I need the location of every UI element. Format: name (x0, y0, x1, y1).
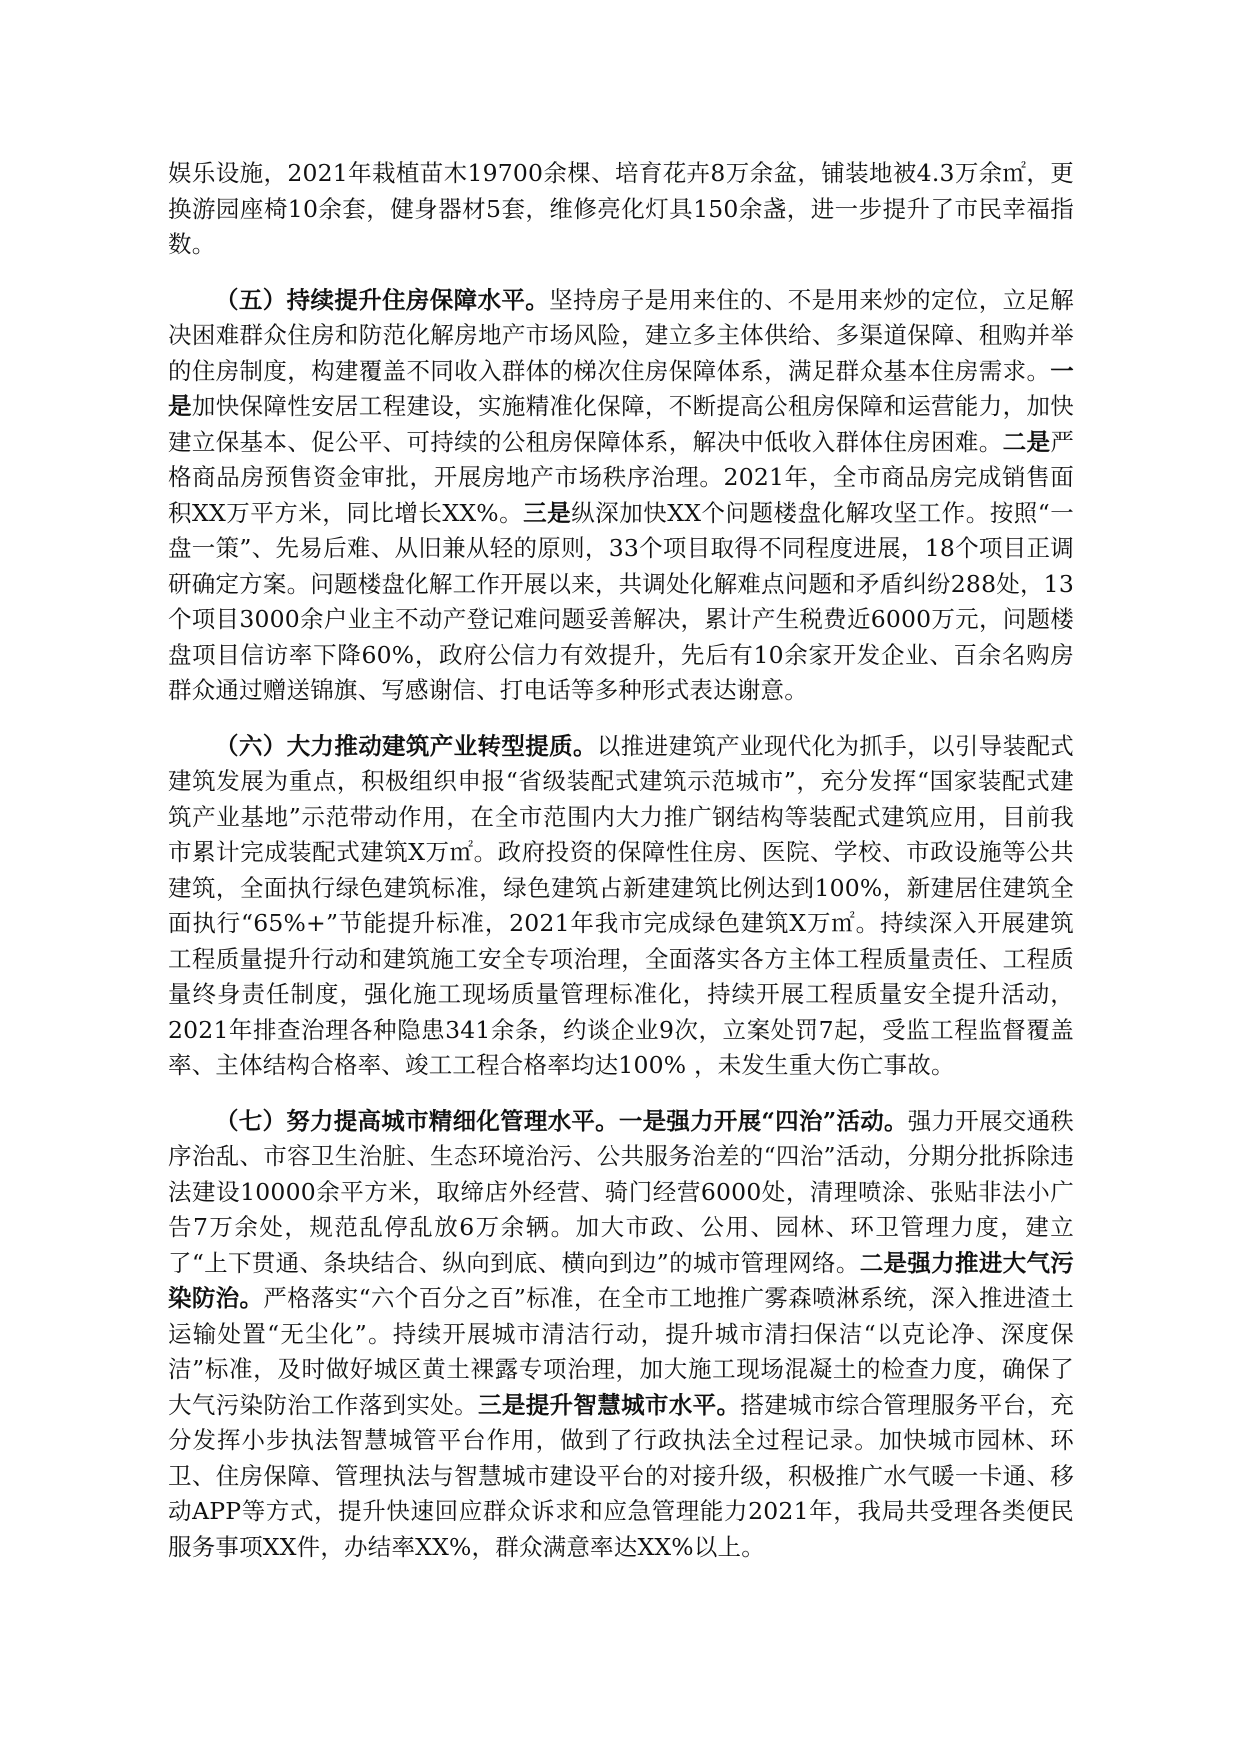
point-marker: 二是 (1002, 427, 1051, 456)
point-heading: 二是强力推进大气污染防治。 (168, 1248, 1074, 1312)
point-heading: 三是提升智慧城市水平。 (478, 1390, 741, 1419)
point-marker: 一是 (168, 356, 1074, 420)
section-heading: （七）努力提高城市精细化管理水平。一是强力开展“四治”活动。 (215, 1106, 908, 1135)
section-heading: （六）大力推动建筑产业转型提质。 (215, 731, 597, 760)
paragraph-section-6 (168, 729, 1074, 1084)
paragraph-section-7 (168, 1104, 1074, 1566)
body-text: 纵深加快XX个问题楼盘化解攻坚工作。按照“一盘一策”、先易后难、从旧兼从轻的原则，33个项目取得不同程度进展，18个项目正调研确定方案。问题楼盘化解工作开展以来，共调处化解难点问题和矛盾纠纷288处，13个项目3000余户业主不动产登记难问题妥善解决，累计产生税费近6000万元，问题楼盘项目信访率下降60%，政府公信力有效提升，先后有10余家开发企业、百余名购房群众通过赠送锦旗、写感谢信、打电话等多种形式表达谢意。 (168, 498, 1074, 704)
body-text: 强力开展交通秩序治乱、市容卫生治脏、生态环境治污、公共服务治差的“四治”活动，分期分批拆除违法建设10000余平方米，取缔店外经营、骑门经营6000处，清理喷涂、张贴非法小广告7万余处，规范乱停乱放6万余辆。加大市政、公用、园林、环卫管理力度，建立了“上下贯通、条块结合、纵向到底、横向到边”的城市管理网络。 (168, 1106, 1074, 1277)
body-text: 以推进建筑产业现代化为抓手，以引导装配式建筑发展为重点，积极组织申报“省级装配式建筑示范城市”，充分发挥“国家装配式建筑产业基地”示范带动作用，在全市范围内大力推广钢结构等装配式建筑应用，目前我市累计完成装配式建筑X万㎡。政府投资的保障性住房、医院、学校、市政设施等公共建筑，全面执行绿色建筑标准，绿色建筑占新建建筑比例达到100%，新建居住建筑全面执行“65%+”节能提升标准，2021年我市完成绿色建筑X万㎡。持续深入开展建筑工程质量提升行动和建筑施工安全专项治理，全面落实各方主体工程质量责任、工程质量终身责任制度，强化施工现场质量管理标准化，持续开展工程质量安全提升活动，2021年排查治理各种隐患341余条，约谈企业9次，立案处罚7起，受监工程监督覆盖率、主体结构合格率、竣工工程合格率均达100% ，未发生重大伤亡事故。 (168, 731, 1075, 1079)
document-page (168, 156, 1074, 1585)
section-heading: （五）持续提升住房保障水平。 (215, 285, 550, 314)
body-text: 娱乐设施，2021年栽植苗木19700余棵、培育花卉8万余盆，铺装地被4.3万余㎡，更换游园座椅10余套，健身器材5套，维修亮化灯具150余盏，进一步提升了市民幸福指数。 (168, 159, 1074, 258)
paragraph-continuation (168, 156, 1074, 263)
point-marker: 三是 (523, 498, 572, 527)
body-text: 坚持房子是用来住的、不是用来炒的定位，立足解决困难群众住房和防范化解房地产市场风险，建立多主体供给、多渠道保障、租购并举的住房制度，构建覆盖不同收入群体的梯次住房保障体系，满足群众基本住房需求。 (168, 285, 1074, 385)
body-text: 搭建城市综合管理服务平台，充分发挥小步执法智慧城管平台作用，做到了行政执法全过程记录。加快城市园林、环卫、住房保障、管理执法与智慧城市建设平台的对接升级，积极推广水气暖一卡通、移动APP等方式，提升快速回应群众诉求和应急管理能力2021年，我局共受理各类便民服务事项XX件，办结率XX%，群众满意率达XX%以上。 (168, 1390, 1075, 1561)
body-text: 加快保障性安居工程建设，实施精准化保障，不断提高公租房保障和运营能力，加快建立保基本、促公平、可持续的公租房保障体系，解决中低收入群体住房困难。 (168, 392, 1075, 456)
body-text: 严格商品房预售资金审批，开展房地产市场秩序治理。2021年，全市商品房完成销售面积XX万平方米，同比增长XX%。 (168, 427, 1075, 527)
body-text: 严格落实“六个百分之百”标准，在全市工地推广雾森喷淋系统，深入推进渣土运输处置“无尘化”。持续开展城市清洁行动，提升城市清扫保洁“以克论净、深度保洁”标准，及时做好城区黄土裸露专项治理，加大施工现场混凝土的检查力度，确保了大气污染防治工作落到实处。 (168, 1284, 1074, 1419)
paragraph-section-5 (168, 283, 1074, 709)
